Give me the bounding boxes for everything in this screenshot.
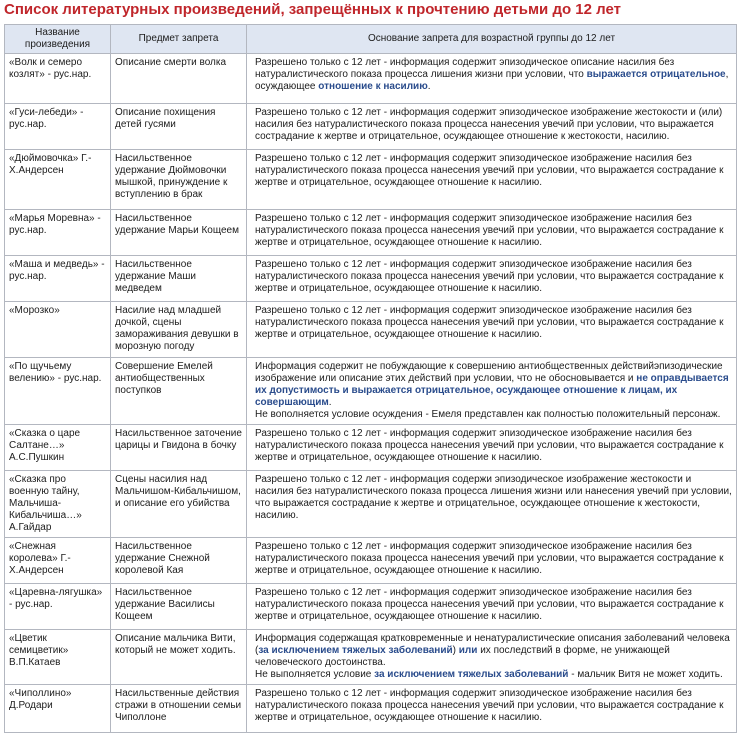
header-work: Название произведения: [5, 25, 111, 54]
highlighted-text: выражается отрицательное: [586, 69, 726, 80]
table-row: [5, 630, 737, 685]
basis-text: Разрешено только с 12 лет - информация содержит эпизодическое изображение насилия без натуралистического показа процесса нанесения увечий при условии, что выражается сострадание к жертве и отрицательное, осуждающее отношение к насилию.: [255, 541, 724, 576]
ban-basis: [247, 425, 737, 471]
ban-subject: Насильственное заточение царицы и Гвидона в бочку: [111, 425, 247, 471]
basis-text: Информация содержит не побуждающие к совершению антиобщественных действийэпизодические изображение или описание этих действий при условии, что не обосновывается и: [255, 361, 723, 384]
basis-text: Разрешено только с 12 лет - информация содержит эпизодическое изображение насилия без натуралистического показа процесса нанесения увечий при условии, что выражается сострадание к жертве и отрицательное, осуждающее отношение к насилию.: [255, 428, 724, 463]
ban-subject: Описание смерти волка: [111, 54, 247, 104]
header-subject: Предмет запрета: [111, 25, 247, 54]
work-title: «Гуси-лебеди» - рус.нар.: [5, 104, 111, 150]
table-row: [5, 210, 737, 256]
table-row: [5, 104, 737, 150]
basis-text: их последствий в форме, не унижающей человеческого достоинства.: [255, 645, 670, 668]
ban-subject: Насильственное удержание Дюймовочки мышкой, принуждение к вступлению в брак: [111, 150, 247, 210]
ban-subject: Совершение Емелей антиобщественных поступков: [111, 358, 247, 425]
table-row: [5, 425, 737, 471]
ban-basis: [247, 256, 737, 302]
basis-text: Не вополняется условие осуждения - Емеля представлен как полностью положительный персонаж.: [255, 409, 721, 420]
ban-subject: Насильственные действия стражи в отношении семьи Чиполлоне: [111, 685, 247, 733]
basis-text: Разрешено только с 12 лет - информация содержит эпизодическое изображение насилия без натуралистического показа процесса нанесения увечий при условии, что выражается сострадание к жертве и отрицательное, осуждающее отношение к насилию.: [255, 305, 724, 340]
table-body: [5, 54, 737, 733]
ban-subject: Насильственное удержание Василисы Кощеем: [111, 584, 247, 630]
table-row: [5, 538, 737, 584]
basis-text: Информация содержащая кратковременные и ненатуралистические описания заболеваний человека (: [255, 633, 730, 656]
table-row: [5, 256, 737, 302]
ban-basis: [247, 54, 737, 104]
page-title: Список литературных произведений, запрещённых к прочтению детьми до 12 лет: [4, 1, 621, 18]
basis-text: ): [452, 645, 459, 656]
ban-basis: [247, 210, 737, 256]
work-title: «Снежная королева» Г.-Х.Андерсен: [5, 538, 111, 584]
highlighted-text: не оправдывается их допустимость и выражается отрицательное, осуждающее отношение к лицам, их совершающим: [255, 373, 729, 408]
work-title: «Сказка о царе Салтане…» А.С.Пушкин: [5, 425, 111, 471]
ban-subject: Насилие над младшей дочкой, сцены замораживания девушки в морозную погоду: [111, 302, 247, 358]
work-title: «Дюймовочка» Г.-Х.Андерсен: [5, 150, 111, 210]
work-title: «Чиполлино» Д.Родари: [5, 685, 111, 733]
ban-basis: [247, 302, 737, 358]
highlighted-text: за исключением тяжелых заболеваний: [374, 669, 569, 680]
ban-basis: [247, 584, 737, 630]
work-title: «Сказка про военную тайну, Мальчиша-Кибальчиша…» А.Гайдар: [5, 471, 111, 538]
table-row: [5, 302, 737, 358]
ban-subject: Описание мальчика Вити, который не может ходить.: [111, 630, 247, 685]
basis-text: Разрешено только с 12 лет - информация содержит эпизодическое описание насилия без натуралистического показа процесса лишения жизни при условии, что: [255, 57, 675, 80]
basis-text: Разрешено только с 12 лет - информация содержи эпизодическое изображение жестокости и насилия без натуралистического показа процесса лишения жизни или нанесения увечий при условии, что выражается сострадание к жертве и отрицательное, осуждающее отношение к жестокости, насилию.: [255, 474, 732, 521]
work-title: «Волк и семеро козлят» - рус.нар.: [5, 54, 111, 104]
ban-basis: [247, 538, 737, 584]
ban-subject: Насильственное удержание Снежной королевой Кая: [111, 538, 247, 584]
ban-basis: [247, 685, 737, 733]
highlighted-text: за исключением тяжелых заболеваний: [258, 645, 453, 656]
ban-subject: Насильственное удержание Маши медведем: [111, 256, 247, 302]
ban-basis: [247, 471, 737, 538]
work-title: «По щучьему велению» - рус.нар.: [5, 358, 111, 425]
basis-text: .: [427, 81, 431, 92]
table-row: [5, 471, 737, 538]
table-row: [5, 685, 737, 733]
ban-basis: [247, 358, 737, 425]
table-row: [5, 584, 737, 630]
basis-text: Не выполняется условие: [255, 669, 375, 680]
basis-text: .: [328, 397, 332, 408]
ban-subject: Сцены насилия над Мальчишом-Кибальчишом, и описание его убийства: [111, 471, 247, 538]
basis-text: , осуждающее: [255, 69, 729, 92]
ban-basis: [247, 630, 737, 685]
ban-subject: Насильственное удержание Марьи Кощеем: [111, 210, 247, 256]
table-header-row: [5, 25, 737, 54]
work-title: «Морозко»: [5, 302, 111, 358]
table-row: [5, 54, 737, 104]
ban-basis: [247, 104, 737, 150]
basis-text: Разрешено только с 12 лет - информация содержит эпизодическое изображение насилия без натуралистического показа процесса нанесения увечий при условии, что выражается сострадание к жертве и отрицательное, осуждающее отношение к насилию.: [255, 213, 724, 248]
header-basis: Основание запрета для возрастной группы до 12 лет: [247, 25, 737, 54]
ban-basis: [247, 150, 737, 210]
ban-subject: Описание похищения детей гусями: [111, 104, 247, 150]
work-title: «Царевна-лягушка» - рус.нар.: [5, 584, 111, 630]
highlighted-text: отношение к насилию: [318, 81, 428, 92]
basis-text: Разрешено только с 12 лет - информация содержит эпизодическое изображение насилия без натуралистического показа процесса нанесения увечий при условии, что выражается сострадание к жертве и отрицательное, осуждающее отношение к насилию.: [255, 587, 724, 622]
work-title: «Маша и медведь» - рус.нар.: [5, 256, 111, 302]
table-row: [5, 358, 737, 425]
basis-text: Разрешено только с 12 лет - информация содержит эпизодическое изображение насилия без натуралистического показа процесса нанесения увечий при условии, что выражается сострадание к жертве и отрицательное, осуждающее отношение к насилию.: [255, 688, 724, 723]
work-title: «Марья Моревна» - рус.нар.: [5, 210, 111, 256]
work-title: «Цветик семицветик» В.П.Катаев: [5, 630, 111, 685]
basis-text: Разрешено только с 12 лет - информация содержит эпизодическое изображение насилия без натуралистического показа процесса нанесения увечий при условии, что выражается сострадание к жертве и отрицательное, осуждающее отношение к насилию.: [255, 153, 724, 188]
banned-books-table: [4, 24, 737, 733]
basis-text: Разрешено только с 12 лет - информация содержит эпизодическое изображение насилия без натуралистического показа процесса нанесения увечий при условии, что выражается сострадание к жертве и отрицательное, осуждающее отношение к насилию.: [255, 259, 724, 294]
highlighted-text: или: [458, 645, 478, 656]
table-row: [5, 150, 737, 210]
basis-text: Разрешено только с 12 лет - информация содержит эпизодическое изображение жестокости и (или) насилия без натуралистического показа процесса нанесения увечий при условии, что выражается сострадание к жертве и отрицательное, осуждающее отношение к жестокости, насилию.: [255, 107, 723, 142]
basis-text: - мальчик Витя не может ходить.: [568, 669, 723, 680]
